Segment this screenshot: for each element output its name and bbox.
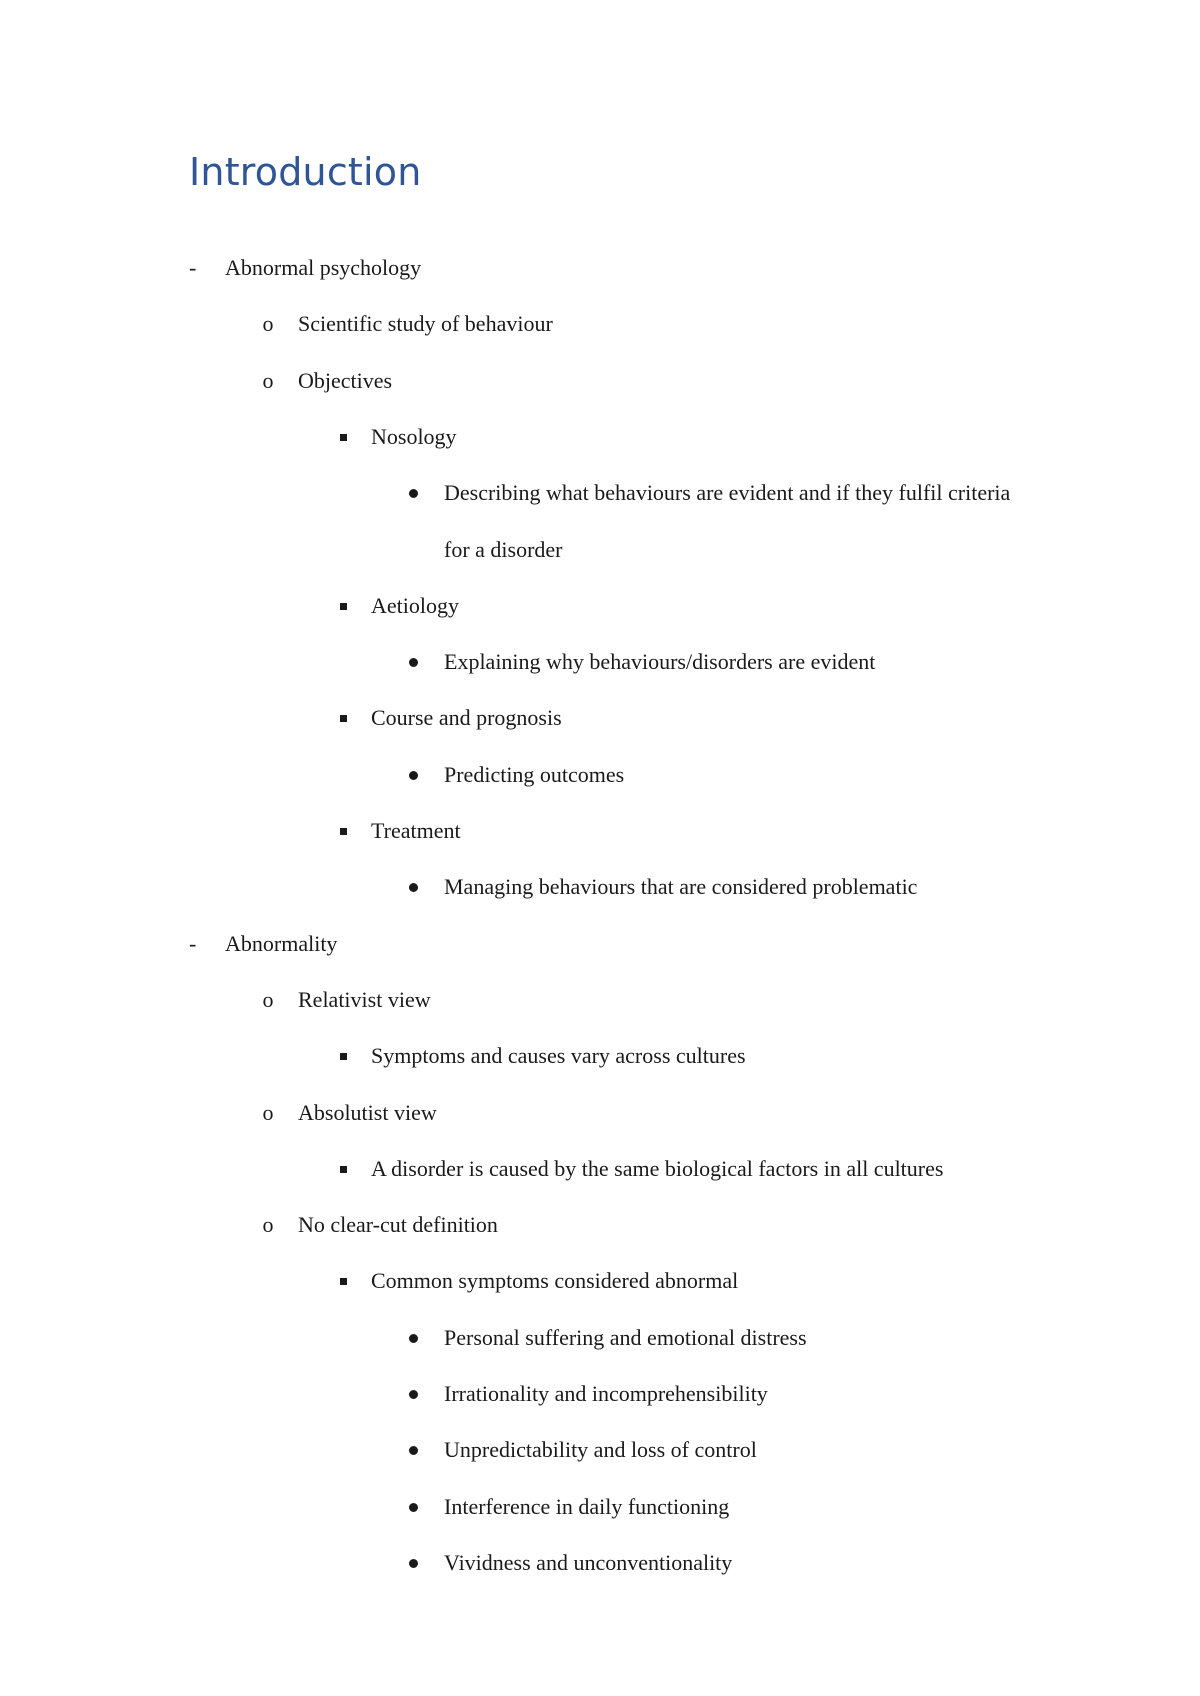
list-item-text: Relativist view [298,987,431,1012]
dash-marker: - [189,931,197,956]
list-item-text: No clear-cut definition [298,1212,498,1237]
list-item-text: Describing what behaviours are evident and if they fulfil criteria [444,480,1011,505]
list-item-text: Common symptoms considered abnormal [371,1268,739,1293]
list-item-level-4 [0,477,1200,509]
list-item-level-3 [0,421,1200,453]
list-item-level-4 [0,759,1200,791]
round-bullet-icon [409,1446,418,1455]
list-item-level-2 [0,1097,1200,1129]
list-item-text: Symptoms and causes vary across cultures [371,1043,746,1068]
circle-marker: o [262,368,274,393]
list-item-level-3 [0,815,1200,847]
page-title: Introduction [189,150,422,194]
list-item-level-4 [0,1378,1200,1410]
list-item-text: Personal suffering and emotional distress [444,1325,807,1350]
round-bullet-icon [409,883,418,892]
list-item-level-3 [0,1153,1200,1185]
dash-marker: - [189,255,197,280]
list-item-level-2 [0,308,1200,340]
round-bullet-icon [409,1390,418,1399]
list-item-text: Course and prognosis [371,705,562,730]
list-item-level-4 [0,1491,1200,1523]
square-bullet-icon [340,434,347,441]
list-item-level-3 [0,590,1200,622]
list-item-text: Explaining why behaviours/disorders are evident [444,649,876,674]
round-bullet-icon [409,1559,418,1568]
list-item-level-1 [0,928,1200,960]
square-bullet-icon [340,828,347,835]
circle-marker: o [262,1100,274,1125]
list-item-level-1 [0,252,1200,284]
list-item-level-4 [0,1434,1200,1466]
list-item-level-3 [0,702,1200,734]
square-bullet-icon [340,1278,347,1285]
list-item-text: Scientific study of behaviour [298,311,553,336]
list-item-level-3 [0,1040,1200,1072]
list-item-level-4 [0,534,1200,566]
circle-marker: o [262,311,274,336]
list-item-text: Aetiology [371,593,459,618]
list-item-level-3 [0,1265,1200,1297]
list-item-text: for a disorder [444,537,563,562]
list-item-text: Predicting outcomes [444,762,625,787]
round-bullet-icon [409,771,418,780]
list-item-text: Absolutist view [298,1100,437,1125]
list-item-text: Nosology [371,424,457,449]
list-item-text: Irrationality and incomprehensibility [444,1381,768,1406]
list-item-text: A disorder is caused by the same biological factors in all cultures [371,1156,944,1181]
list-item-level-4 [0,871,1200,903]
square-bullet-icon [340,715,347,722]
list-item-text: Interference in daily functioning [444,1494,730,1519]
round-bullet-icon [409,658,418,667]
round-bullet-icon [409,1503,418,1512]
list-item-level-4 [0,1547,1200,1579]
list-item-text: Objectives [298,368,393,393]
square-bullet-icon [340,1166,347,1173]
list-item-text: Vividness and unconventionality [444,1550,733,1575]
list-item-text: Unpredictability and loss of control [444,1437,757,1462]
list-item-level-2 [0,984,1200,1016]
list-item-text: Managing behaviours that are considered problematic [444,874,918,899]
round-bullet-icon [409,489,418,498]
list-item-level-4 [0,1322,1200,1354]
list-item-level-4 [0,646,1200,678]
square-bullet-icon [340,1053,347,1060]
circle-marker: o [262,1212,274,1237]
list-item-text: Abnormality [225,931,338,956]
list-item-level-2 [0,1209,1200,1241]
list-item-text: Abnormal psychology [225,255,422,280]
list-item-text: Treatment [371,818,461,843]
square-bullet-icon [340,603,347,610]
circle-marker: o [262,987,274,1012]
list-item-level-2 [0,365,1200,397]
round-bullet-icon [409,1334,418,1343]
